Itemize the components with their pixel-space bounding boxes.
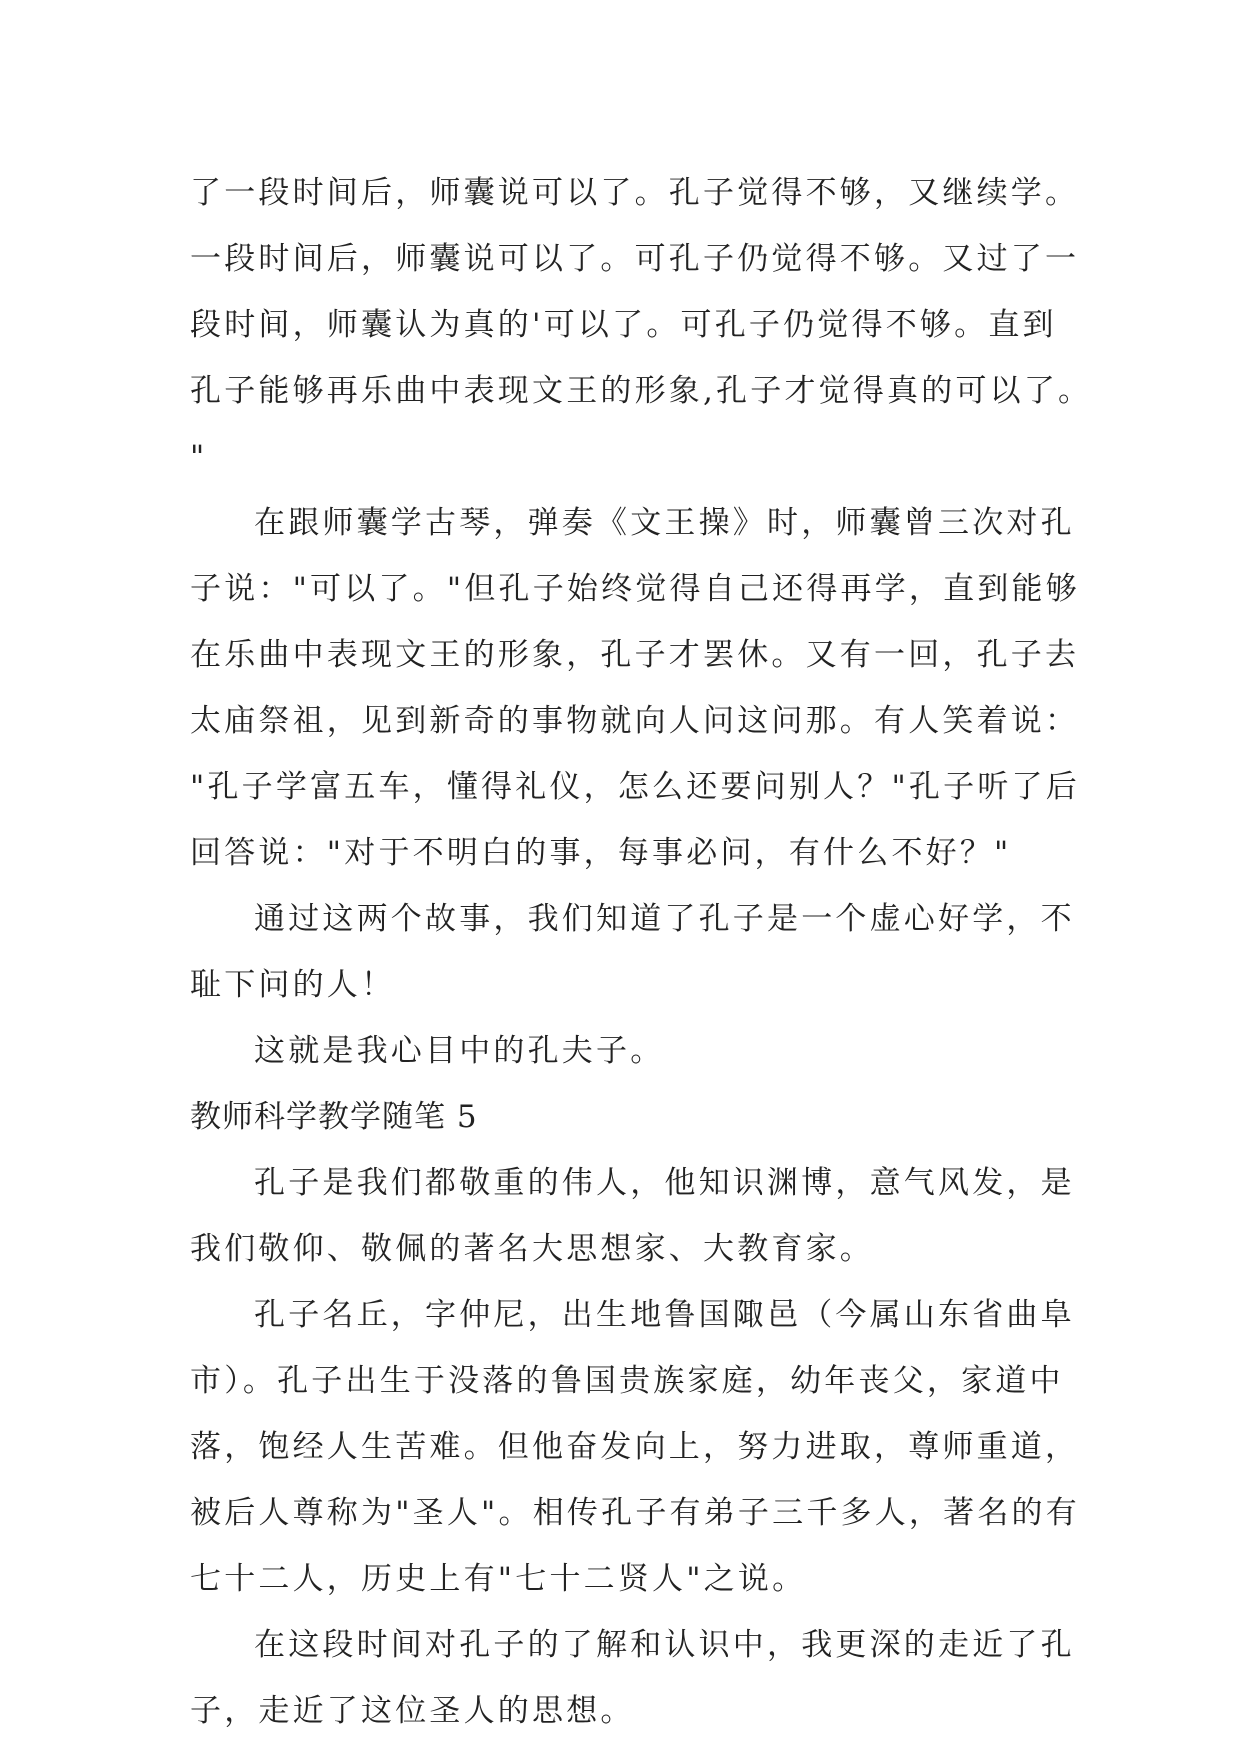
document-body: [190, 160, 1093, 1744]
text-line: 孔子能够再乐曲中表现文王的形象,孔子才觉得真的可以了。: [190, 373, 1093, 409]
text-line: ": [190, 439, 208, 475]
text-line: 落，饱经人生苦难。但他奋发向上，努力进取，尊师重道，: [190, 1429, 1080, 1465]
paragraph-first-line: 孔子名丘，字仲尼，出生地鲁国陬邑（今属山东省曲阜: [254, 1297, 1075, 1333]
text-line: 市）。孔子出生于没落的鲁国贵族家庭，幼年丧父，家道中: [190, 1363, 1064, 1399]
text-line: 段时间，师囊认为真的'可以了。可孔子仍觉得不够。直到: [190, 307, 1057, 343]
text-line: 子说："可以了。"但孔子始终觉得自己还得再学，直到能够: [190, 571, 1080, 607]
paragraph-first-line: 在跟师囊学古琴，弹奏《文王操》时，师囊曾三次对孔: [254, 505, 1075, 541]
paragraph-first-line: 孔子是我们都敬重的伟人，他知识渊博，意气风发，是: [254, 1165, 1075, 1201]
paragraph-first-line: 通过这两个故事，我们知道了孔子是一个虚心好学，不: [254, 901, 1075, 937]
text-line: 子，走近了这位圣人的思想。: [190, 1693, 635, 1729]
text-line: 被后人尊称为"圣人"。相传孔子有弟子三千多人，著名的有: [190, 1495, 1080, 1531]
text-line: 回答说："对于不明白的事，每事必问，有什么不好？": [190, 835, 1012, 871]
text-line: 一段时间后，师囊说可以了。可孔子仍觉得不够。又过了一: [190, 241, 1080, 277]
text-line: 在乐曲中表现文王的形象，孔子才罢休。又有一回，孔子去: [190, 637, 1080, 673]
text-line: "孔子学富五车，懂得礼仪，怎么还要问别人？"孔子听了后: [190, 769, 1080, 805]
paragraph-first-line: 在这段时间对孔子的了解和认识中，我更深的走近了孔: [254, 1627, 1075, 1663]
text-line: 太庙祭祖，见到新奇的事物就向人问这问那。有人笑着说：: [190, 703, 1080, 739]
text-line: 我们敬仰、敬佩的著名大思想家、大教育家。: [190, 1231, 874, 1267]
text-line: 耻下问的人！: [190, 967, 396, 1003]
text-line: 七十二人，历史上有"七十二贤人"之说。: [190, 1561, 807, 1597]
paragraph-first-line: 这就是我心目中的孔夫子。: [254, 1033, 665, 1069]
section-heading: 教师科学教学随笔 5: [190, 1099, 478, 1135]
text-line: 了一段时间后，师囊说可以了。孔子觉得不够，又继续学。: [190, 175, 1080, 211]
